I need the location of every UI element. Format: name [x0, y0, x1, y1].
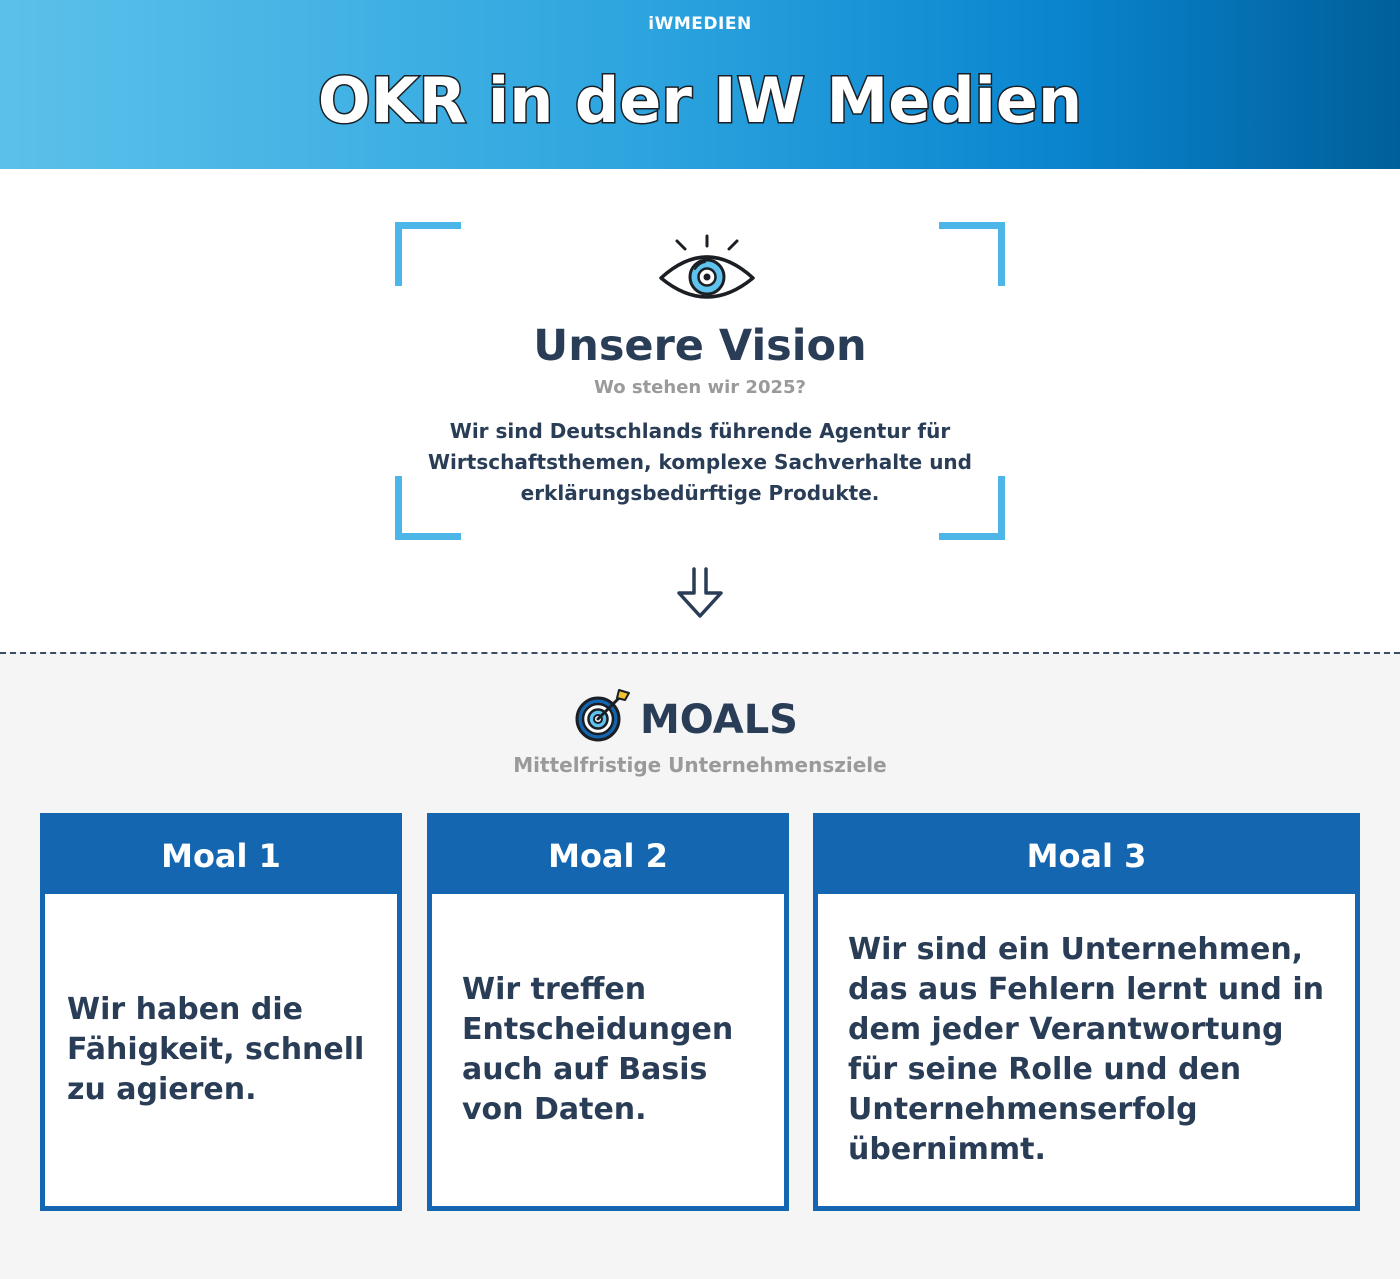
moal-card-text: Wir haben die Fähigkeit, schnell zu agieren.	[67, 992, 365, 1107]
moal-card-text: Wir treffen Entscheidungen auch auf Basis von Daten.	[462, 972, 734, 1127]
moal-card-2	[427, 813, 789, 1211]
frame-corner-top-left	[395, 222, 461, 286]
moal-card-3	[813, 813, 1360, 1211]
brand-logo: iWMEDIEN	[648, 14, 752, 34]
moal-card-1	[40, 813, 402, 1211]
page-title: OKR in der IW Medien	[317, 64, 1083, 137]
moal-card-label: Moal 1	[45, 818, 397, 894]
moal-card-label: Moal 3	[818, 818, 1355, 894]
moal-card-text: Wir sind ein Unternehmen, das aus Fehlern lernt und in dem jeder Verantwortung für seine Rolle und den Unternehmenserfolg übernimmt.	[848, 932, 1324, 1167]
vision-subtitle: Wo stehen wir 2025?	[594, 377, 806, 398]
moal-card-label: Moal 2	[432, 818, 784, 894]
vision-statement: Wir sind Deutschlands führende Agentur für Wirtschaftsthemen, komplexe Sachverhalte und erklärungsbedürftige Produkte.	[427, 419, 972, 505]
moals-title: MOALS	[640, 697, 798, 743]
frame-corner-top-right	[939, 222, 1005, 286]
arrow-down-icon	[674, 566, 726, 620]
eye-icon	[655, 232, 759, 304]
moals-subtitle: Mittelfristige Unternehmensziele	[513, 753, 887, 777]
vision-title: Unsere Vision	[533, 321, 867, 371]
header-banner	[0, 0, 1400, 169]
target-icon	[573, 685, 633, 745]
